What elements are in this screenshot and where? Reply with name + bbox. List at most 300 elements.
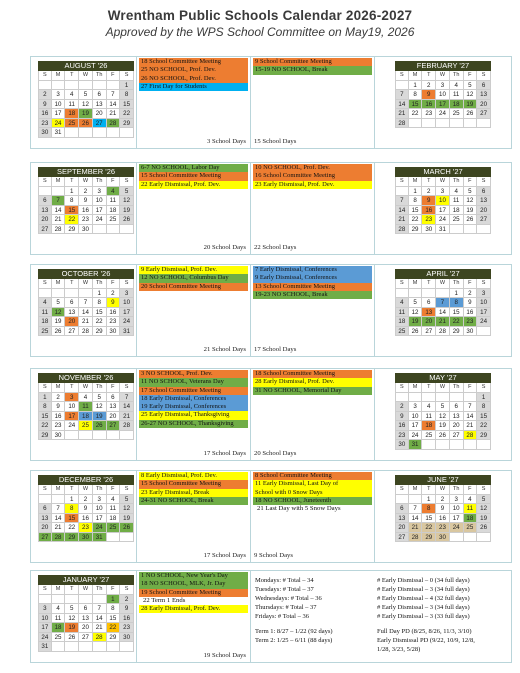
calendar-day: 16 (464, 308, 478, 318)
month-name: APRIL '27 (395, 269, 491, 279)
calendar-day: 31 (120, 327, 134, 337)
calendar-day: 18 (107, 514, 121, 524)
calendar-day: 5 (120, 495, 134, 505)
right-month-cell (375, 369, 511, 460)
calendar-day: 3 (450, 495, 464, 505)
calendar-day: 18 (65, 109, 79, 119)
calendar-day: 16 (38, 109, 52, 119)
calendar-day: 14 (120, 402, 134, 412)
calendar-day: 20 (93, 109, 107, 119)
calendar-day: 19 (464, 206, 478, 216)
calendar-day: 3 (436, 81, 450, 91)
weekday-label: S (477, 177, 491, 187)
calendar-day: 21 (395, 109, 409, 119)
weekday-label: Th (93, 383, 107, 393)
calendar-day: 20 (477, 206, 491, 216)
month-calendar (395, 269, 491, 336)
weekday-label: Th (450, 383, 464, 393)
calendar-day: 21 (107, 109, 121, 119)
calendar-day: 28 (79, 327, 93, 337)
calendar-day: 12 (409, 308, 423, 318)
weekday-label: S (477, 485, 491, 495)
event-list (137, 266, 250, 291)
calendar-day: 14 (52, 514, 66, 524)
calendar-day: 27 (395, 533, 409, 543)
calendar-day: 26 (120, 215, 134, 225)
weekday-label: Th (450, 71, 464, 81)
calendar-event: 6-7 NO SCHOOL, Labor Day (139, 164, 248, 172)
calendar-event: 28 Early Dismissal, Prof. Dev. (253, 378, 372, 386)
calendar-day: 5 (52, 298, 66, 308)
calendar-day: 31 (436, 225, 450, 235)
month-calendar (38, 61, 134, 138)
weekday-label: M (52, 383, 66, 393)
calendar-day: 31 (52, 128, 66, 138)
weekday-label: M (409, 177, 423, 187)
weekday-label: S (38, 71, 52, 81)
month-grid (38, 383, 134, 440)
calendar-day (409, 393, 423, 403)
calendar-event: 19 School Committee Meeting (139, 589, 248, 597)
calendar-event: 25 Early Dismissal, Thanksgiving (139, 411, 248, 419)
calendar-day: 8 (65, 504, 79, 514)
weekday-label: T (65, 585, 79, 595)
calendar-day: 24 (38, 633, 52, 643)
calendar-day: 25 (52, 633, 66, 643)
calendar-day: 29 (93, 327, 107, 337)
calendar-day: 7 (120, 393, 134, 403)
calendar-event: 16 School Committee Meeting (253, 172, 372, 180)
early-dismissal-totals (377, 576, 475, 654)
calendar-day: 26 (409, 327, 423, 337)
calendar-day: 22 (38, 421, 52, 431)
calendar-day: 14 (464, 412, 478, 422)
calendar-day: 11 (65, 100, 79, 110)
weekday-label: W (436, 71, 450, 81)
calendar-day: 17 (477, 308, 491, 318)
calendar-day (38, 289, 52, 299)
weekday-label: Th (450, 279, 464, 289)
weekday-label: T (65, 485, 79, 495)
school-days-count: 19 School Days (203, 652, 246, 659)
calendar-day: 28 (409, 533, 423, 543)
calendar-day: 21 (464, 421, 478, 431)
calendar-day: 2 (436, 495, 450, 505)
weekday-label: M (52, 71, 66, 81)
calendar-day: 30 (120, 633, 134, 643)
calendar-day: 25 (38, 327, 52, 337)
calendar-day: 30 (79, 533, 93, 543)
calendar-day: 9 (79, 196, 93, 206)
weekday-label: F (107, 177, 121, 187)
calendar-day: 11 (107, 504, 121, 514)
calendar-day: 12 (436, 412, 450, 422)
calendar-day: 14 (395, 100, 409, 110)
weekday-label: T (65, 71, 79, 81)
calendar-day: 19 (120, 206, 134, 216)
calendar-day: 30 (395, 440, 409, 450)
calendar-event: 11 Early Dismissal, Last Day of (253, 480, 372, 488)
calendar-day: 16 (52, 412, 66, 422)
month-name: NOVEMBER '26 (38, 373, 134, 383)
calendar-event: 18 Early Dismissal, Conferences (139, 395, 248, 403)
event-list (251, 266, 374, 299)
calendar-day: 11 (464, 504, 478, 514)
calendar-day: 31 (38, 642, 52, 652)
calendar-day: 15 (409, 100, 423, 110)
calendar-day: 5 (409, 298, 423, 308)
weekday-label: T (422, 279, 436, 289)
calendar-day (65, 81, 79, 91)
school-days-count: 17 School Days (203, 450, 246, 457)
calendar-day: 21 (120, 412, 134, 422)
calendar-day: 3 (93, 187, 107, 197)
calendar-day: 22 (65, 523, 79, 533)
calendar-day (79, 431, 93, 441)
month-name: MARCH '27 (395, 167, 491, 177)
calendar-day: 10 (436, 90, 450, 100)
calendar-day: 13 (422, 308, 436, 318)
month-grid (395, 177, 491, 234)
weekday-label: W (79, 177, 93, 187)
school-days-count: 17 School Days (203, 552, 246, 559)
calendar-day: 26 (436, 431, 450, 441)
weekday-label: S (120, 485, 134, 495)
calendar-day: 7 (79, 298, 93, 308)
calendar-day (79, 642, 93, 652)
calendar-day: 15 (409, 206, 423, 216)
calendar-day (79, 128, 93, 138)
calendar-day: 24 (120, 317, 134, 327)
calendar-day: 18 (79, 412, 93, 422)
weekday-label: S (120, 177, 134, 187)
calendar-day: 4 (107, 495, 121, 505)
calendar-day: 1 (65, 495, 79, 505)
calendar-day: 24 (65, 421, 79, 431)
calendar-day: 30 (79, 225, 93, 235)
calendar-day: 21 (395, 215, 409, 225)
calendar-event: 15 School Committee Meeting (139, 480, 248, 488)
calendar-day: 6 (450, 402, 464, 412)
calendar-day: 12 (120, 504, 134, 514)
calendar-day (422, 393, 436, 403)
calendar-day (52, 81, 66, 91)
calendar-day: 19 (79, 109, 93, 119)
calendar-day (477, 327, 491, 337)
weekday-label: F (464, 71, 478, 81)
calendar-day: 3 (436, 187, 450, 197)
calendar-day: 3 (52, 90, 66, 100)
calendar-day: 21 (93, 623, 107, 633)
weekday-label: F (107, 485, 121, 495)
month-calendar (38, 167, 134, 234)
calendar-day: 11 (79, 402, 93, 412)
calendar-day: 3 (120, 289, 134, 299)
calendar-day: 2 (120, 595, 134, 605)
calendar-day: 24 (93, 523, 107, 533)
month-grid (395, 485, 491, 542)
calendar-event: 31 NO SCHOOL, Memorial Day (253, 387, 372, 395)
calendar-day: 17 (436, 206, 450, 216)
calendar-event: 17 School Committee Meeting (139, 387, 248, 395)
calendar-day (477, 119, 491, 129)
calendar-day: 8 (38, 402, 52, 412)
calendar-event: 21 Last Day with 5 Snow Days (257, 505, 341, 513)
calendar-day: 24 (477, 317, 491, 327)
calendar-day: 29 (107, 633, 121, 643)
calendar-day (120, 533, 134, 543)
calendar-day: 18 (38, 317, 52, 327)
weekday-label: W (436, 279, 450, 289)
calendar-day: 31 (93, 533, 107, 543)
calendar-day (52, 495, 66, 505)
calendar-day (409, 289, 423, 299)
weekday-label: W (79, 71, 93, 81)
weekday-label: M (409, 485, 423, 495)
calendar-day: 2 (79, 495, 93, 505)
calendar-day: 5 (464, 187, 478, 197)
calendar-day: 27 (450, 431, 464, 441)
calendar-day (52, 187, 66, 197)
totals-line: # Early Dismissal – 0 (34 full days) (377, 577, 470, 584)
calendar-day: 9 (422, 90, 436, 100)
calendar-day: 11 (450, 196, 464, 206)
calendar-day: 26 (79, 119, 93, 129)
month-grid (38, 279, 134, 336)
calendar-day: 9 (52, 402, 66, 412)
event-list (251, 164, 374, 189)
calendar-day: 19 (464, 100, 478, 110)
calendar-day: 18 (450, 206, 464, 216)
calendar-day: 15 (107, 614, 121, 624)
month-calendar (38, 269, 134, 336)
calendar-day: 20 (38, 215, 52, 225)
calendar-day: 10 (52, 100, 66, 110)
calendar-day: 10 (65, 402, 79, 412)
calendar-day: 16 (422, 206, 436, 216)
totals-line: Thursdays: # Total – 37 (255, 604, 317, 611)
calendar-day: 4 (422, 402, 436, 412)
calendar-event: 7 Early Dismissal, Conferences (253, 266, 372, 274)
calendar-day: 28 (93, 633, 107, 643)
calendar-day: 17 (436, 100, 450, 110)
calendar-day: 25 (450, 109, 464, 119)
calendar-day: 20 (38, 523, 52, 533)
month-name: DECEMBER '26 (38, 475, 134, 485)
month-name: FEBRUARY '27 (395, 61, 491, 71)
calendar-day (65, 289, 79, 299)
calendar-day: 2 (422, 81, 436, 91)
calendar-day: 9 (120, 604, 134, 614)
month-calendar (395, 61, 491, 128)
calendar-day: 15 (120, 100, 134, 110)
month-calendar (38, 373, 134, 440)
calendar-day (477, 440, 491, 450)
calendar-day: 1 (477, 393, 491, 403)
calendar-day: 20 (79, 623, 93, 633)
weekday-label: S (395, 485, 409, 495)
calendar-day: 3 (38, 604, 52, 614)
calendar-event: 19-23 NO SCHOOL, Break (253, 291, 372, 299)
event-list (137, 572, 250, 613)
calendar-day (422, 289, 436, 299)
calendar-day (93, 431, 107, 441)
calendar-day (477, 225, 491, 235)
calendar-day: 11 (107, 196, 121, 206)
calendar-day: 11 (450, 90, 464, 100)
calendar-day: 26 (120, 523, 134, 533)
school-days-count: 3 School Days (206, 138, 246, 145)
calendar-day: 5 (436, 402, 450, 412)
right-month-cell (375, 163, 511, 254)
calendar-day (436, 289, 450, 299)
calendar-day: 5 (120, 187, 134, 197)
calendar-day: 27 (93, 119, 107, 129)
term-line: Term 1: 8/27 – 1/22 (92 days) (255, 628, 333, 635)
weekday-label: T (65, 383, 79, 393)
calendar-day: 27 (477, 109, 491, 119)
calendar-day: 10 (38, 614, 52, 624)
calendar-day: 6 (79, 604, 93, 614)
weekday-label: F (107, 71, 121, 81)
calendar-day (120, 642, 134, 652)
calendar-day: 14 (93, 614, 107, 624)
calendar-day: 17 (65, 412, 79, 422)
calendar-day: 27 (65, 327, 79, 337)
weekday-label: M (409, 71, 423, 81)
calendar-day: 25 (65, 119, 79, 129)
right-month-events (251, 369, 375, 460)
calendar-day: 15 (65, 206, 79, 216)
calendar-day: 6 (65, 298, 79, 308)
weekday-label: T (422, 485, 436, 495)
calendar-day: 23 (464, 317, 478, 327)
calendar-day: 29 (65, 225, 79, 235)
calendar-day: 14 (409, 514, 423, 524)
calendar-event: 12 NO SCHOOL, Columbus Day (139, 274, 248, 282)
calendar-day (450, 225, 464, 235)
calendar-day: 15 (38, 412, 52, 422)
calendar-day: 10 (93, 504, 107, 514)
calendar-day (107, 128, 121, 138)
calendar-day: 22 (409, 109, 423, 119)
calendar-day (93, 81, 107, 91)
calendar-day: 1 (409, 187, 423, 197)
weekday-label: S (395, 279, 409, 289)
calendar-day: 14 (436, 308, 450, 318)
calendar-day (422, 119, 436, 129)
calendar-day: 30 (436, 533, 450, 543)
calendar-day: 28 (436, 327, 450, 337)
calendar-day: 24 (52, 119, 66, 129)
right-month-events (251, 471, 375, 562)
calendar-day: 18 (450, 100, 464, 110)
month-grid (395, 383, 491, 450)
calendar-event: 9 School Committee Meeting (253, 58, 372, 66)
calendar-day: 9 (436, 504, 450, 514)
month-name: AUGUST '26 (38, 61, 134, 71)
left-month-cell (31, 57, 137, 148)
calendar-day: 16 (395, 421, 409, 431)
calendar-day: 17 (38, 623, 52, 633)
left-month-cell (31, 571, 137, 662)
calendar-event: 26 NO SCHOOL, Prof. Dev. (139, 75, 248, 83)
calendar-day: 15 (65, 514, 79, 524)
weekday-label: Th (450, 177, 464, 187)
school-days-count: 21 School Days (203, 346, 246, 353)
left-month-cell (31, 265, 137, 356)
calendar-day: 26 (65, 633, 79, 643)
calendar-day: 10 (436, 196, 450, 206)
calendar-day: 13 (395, 514, 409, 524)
month-name: MAY '27 (395, 373, 491, 383)
weekday-label: S (395, 383, 409, 393)
calendar-day: 9 (422, 196, 436, 206)
calendar-day: 17 (52, 109, 66, 119)
calendar-day: 6 (422, 298, 436, 308)
calendar-event: 15 School Committee Meeting (139, 172, 248, 180)
calendar-day: 21 (79, 317, 93, 327)
calendar-day: 29 (477, 431, 491, 441)
calendar-day (450, 440, 464, 450)
calendar-day: 14 (107, 100, 121, 110)
calendar-day: 20 (107, 412, 121, 422)
calendar-day: 12 (464, 196, 478, 206)
calendar-day: 12 (477, 504, 491, 514)
calendar-day: 22 (107, 623, 121, 633)
calendar-day: 7 (52, 196, 66, 206)
calendar-event: 26-27 NO SCHOOL, Thanksgiving (139, 420, 248, 428)
calendar-day: 10 (477, 298, 491, 308)
calendar-day: 11 (52, 614, 66, 624)
calendar-day: 30 (107, 327, 121, 337)
weekday-label: F (107, 383, 121, 393)
calendar-day: 16 (107, 308, 121, 318)
calendar-day: 18 (422, 421, 436, 431)
calendar-day: 23 (52, 421, 66, 431)
calendar-day (79, 81, 93, 91)
totals-line: # Early Dismissal – 3 (33 full days) (377, 613, 470, 620)
calendar-day: 1 (422, 495, 436, 505)
calendar-day: 23 (120, 623, 134, 633)
calendar-day: 7 (395, 196, 409, 206)
weekday-label: W (436, 383, 450, 393)
calendar-day (464, 119, 478, 129)
month-grid (38, 585, 134, 652)
calendar-day: 7 (93, 604, 107, 614)
calendar-day (395, 393, 409, 403)
calendar-day: 10 (120, 298, 134, 308)
month-grid (395, 71, 491, 128)
calendar-day: 12 (464, 90, 478, 100)
month-name: JUNE '27 (395, 475, 491, 485)
left-month-events (137, 57, 251, 148)
calendar-day: 22 (93, 317, 107, 327)
calendar-day: 13 (79, 614, 93, 624)
calendar-day: 4 (52, 604, 66, 614)
calendar-day: 14 (79, 308, 93, 318)
weekday-label: W (79, 585, 93, 595)
calendar-day: 22 (422, 523, 436, 533)
calendar-day: 3 (477, 289, 491, 299)
calendar-day: 20 (395, 523, 409, 533)
month-calendar (38, 575, 134, 652)
event-list (251, 370, 374, 395)
calendar-day: 29 (422, 533, 436, 543)
calendar-day: 12 (79, 100, 93, 110)
calendar-day: 21 (436, 317, 450, 327)
page-subtitle: Approved by the WPS School Committee on May19, 2026 (105, 25, 415, 39)
